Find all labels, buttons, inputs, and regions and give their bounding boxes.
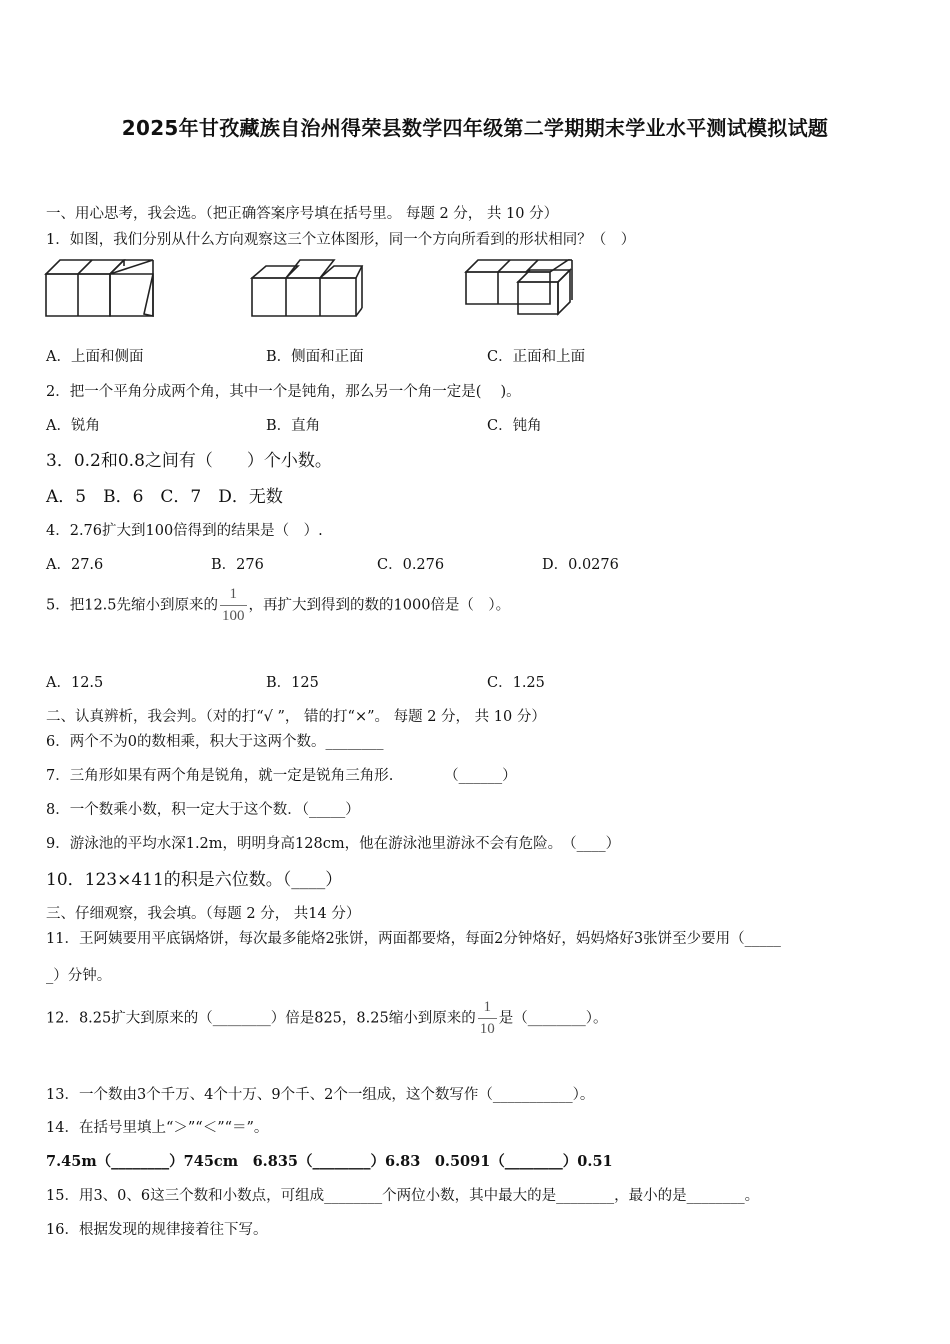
question-13: 13．一个数由3个千万、4个十万、9个千、2个一组成，这个数写作（___________）。 <box>46 1087 595 1103</box>
q1-option-b[interactable]: B．侧面和正面 <box>266 349 364 365</box>
fraction-denominator: 100 <box>220 605 247 624</box>
q5-text-end: ，再扩大到得到的数的1000倍是（ ）。 <box>248 597 511 614</box>
q2-option-b[interactable]: B．直角 <box>266 418 321 434</box>
question-8: 8．一个数乘小数，积一定大于这个数．（_____） <box>46 802 360 818</box>
question-11: 11．王阿姨要用平底锅烙饼，每次最多能烙2张饼，两面都要烙，每面2分钟烙好，妈妈烙好3张饼至少要用（_____ <box>46 931 781 947</box>
question-4: 4．2.76扩大到100倍得到的结果是（ ）. <box>46 523 323 539</box>
question-12 <box>46 1000 607 1037</box>
question-1: 1．如图，我们分别从什么方向观察这三个立体图形，同一个方向所看到的形状相同？（ ） <box>46 232 636 248</box>
question-9: 9．游泳池的平均水深1.2m，明明身高128cm，他在游泳池里游泳不会有危险。 （____） <box>46 836 621 852</box>
q2-option-a[interactable]: A．锐角 <box>46 418 100 434</box>
q4-option-a[interactable]: A．27.6 <box>46 557 104 573</box>
q5-text-start: 5．把12.5先缩小到原来的 <box>46 597 219 614</box>
q12-text-start: 12．8.25扩大到原来的（________）倍是825，8.25缩小到原来的 <box>46 1010 476 1027</box>
question-6: 6．两个不为0的数相乘，积大于这两个数。________ <box>46 734 384 750</box>
fraction-denominator: 10 <box>478 1018 497 1037</box>
fraction-one-hundredth <box>220 587 247 624</box>
question-5 <box>46 587 510 624</box>
cube-figure-2 <box>250 256 365 320</box>
q14-comparisons: 7.45m（________）745cm 6.835（________）6.83 0.5091（________）0.51 <box>46 1153 613 1170</box>
section-2-header: 二、认真辨析，我会判。（对的打“√ ”， 错的打“×”。 每题 2 分， 共 10 分） <box>46 709 546 725</box>
cube-figure-3 <box>462 254 582 320</box>
q1-option-a[interactable]: A．上面和侧面 <box>46 349 144 365</box>
section-1-header: 一、用心思考，我会选。（把正确答案序号填在括号里。 每题 2 分， 共 10 分） <box>46 206 559 222</box>
fraction-one-tenth <box>478 1000 497 1037</box>
page-title: 2025年甘孜藏族自治州得荣县数学四年级第二学期期末学业水平测试模拟试题 <box>121 116 829 140</box>
q4-option-d[interactable]: D．0.0276 <box>542 557 619 573</box>
question-11-continued: _）分钟。 <box>46 968 112 984</box>
q5-option-a[interactable]: A．12.5 <box>46 675 104 691</box>
fraction-numerator: 1 <box>229 586 238 602</box>
fraction-numerator: 1 <box>483 999 491 1015</box>
question-3: 3．0.2和0.8之间有（ ）个小数。 <box>46 451 332 471</box>
question-15: 15．用3、0、6这三个数和小数点，可组成________个两位小数，其中最大的是________，最小的是________。 <box>46 1188 760 1204</box>
question-10: 10．123×411的积是六位数。（____） <box>46 870 343 890</box>
question-16: 16．根据发现的规律接着往下写。 <box>46 1222 268 1238</box>
cube-figure-1 <box>44 256 159 320</box>
question-2: 2．把一个平角分成两个角，其中一个是钝角，那么另一个角一定是( )。 <box>46 384 521 400</box>
question-7: 7．三角形如果有两个角是锐角，就一定是锐角三角形. （______） <box>46 768 517 784</box>
q5-option-b[interactable]: B．125 <box>266 675 319 691</box>
q3-options[interactable]: A．5 B．6 C．7 D．无数 <box>46 487 283 507</box>
q12-text-end: 是（________）。 <box>498 1010 608 1027</box>
q4-option-b[interactable]: B．276 <box>211 557 264 573</box>
q5-option-c[interactable]: C．1.25 <box>487 675 545 691</box>
q1-option-c[interactable]: C．正面和上面 <box>487 349 586 365</box>
section-3-header: 三、仔细观察，我会填。（每题 2 分， 共14 分） <box>46 906 361 922</box>
question-14: 14．在括号里填上“＞”“＜”“＝”。 <box>46 1120 269 1136</box>
q4-option-c[interactable]: C．0.276 <box>377 557 445 573</box>
q2-option-c[interactable]: C．钝角 <box>487 418 542 434</box>
